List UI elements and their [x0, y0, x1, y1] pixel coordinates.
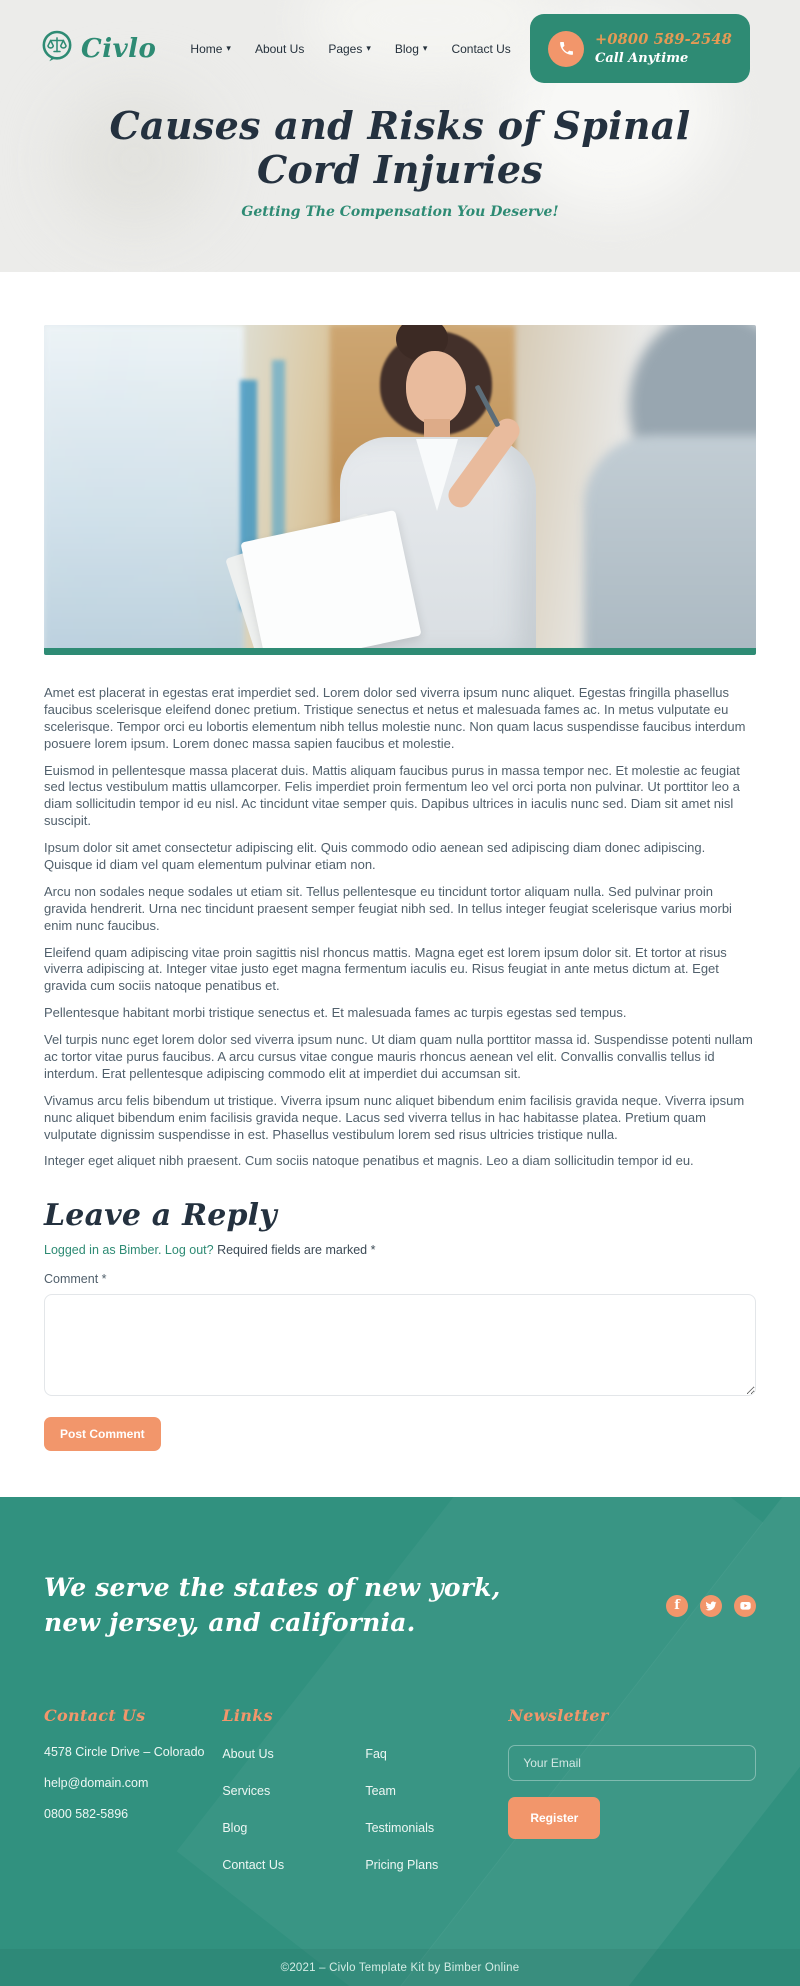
- article-main: [44, 325, 756, 1497]
- logout-link[interactable]: Logged in as Bimber. Log out?: [44, 1243, 214, 1258]
- footer-content: [0, 1497, 800, 1893]
- site-footer: [0, 1497, 800, 1986]
- newsletter-heading: Newsletter: [508, 1706, 609, 1726]
- nav-item-blog[interactable]: Blog ▾: [394, 41, 428, 56]
- scales-of-justice-icon: [40, 29, 74, 68]
- footer-columns: [44, 1706, 756, 1893]
- article-paragraph: Integer eget aliquet nibh praesent. Cum sociis natoque penatibus et magnis. Leo a diam sollicitudin tempor id eu.: [44, 1153, 694, 1169]
- photo-foreground-person-shoulder: [584, 435, 756, 655]
- article-paragraph: Ipsum dolor sit amet consectetur adipiscing elit. Quis commodo odio aenean sed adipiscing diam donec adipiscing. Quisque id diam vel quam elementum pulvinar etiam non.: [44, 840, 706, 873]
- photo-window: [44, 325, 244, 655]
- phone-card-text: [595, 31, 732, 66]
- contact-phone: 0800 582-5896: [44, 1807, 129, 1822]
- logo[interactable]: [40, 29, 156, 68]
- footer-link-pricing-plans[interactable]: Pricing Plans: [365, 1858, 439, 1873]
- footer-contact-column: [44, 1706, 222, 1893]
- chevron-down-icon: ▾: [226, 43, 231, 53]
- footer-link-faq[interactable]: Faq: [365, 1747, 387, 1762]
- post-comment-button[interactable]: Post Comment: [44, 1417, 161, 1451]
- footer-newsletter-column: [508, 1706, 756, 1893]
- leave-a-reply-heading: Leave a Reply: [44, 1198, 277, 1234]
- nav-item-about-us[interactable]: About Us: [254, 41, 305, 56]
- footer-link-about-us[interactable]: About Us: [222, 1747, 274, 1762]
- login-note: [44, 1243, 756, 1257]
- nav-item-contact-us[interactable]: Contact Us: [451, 41, 511, 56]
- page-subtitle: Getting The Compensation You Deserve!: [241, 204, 559, 221]
- newsletter-email-input[interactable]: [508, 1745, 756, 1781]
- article-paragraph: Amet est placerat in egestas erat imperdiet sed. Lorem dolor sed viverra ipsum nunc aliquet. Egestas fringilla phasellus faucibus scelerisque eleifend donec pretium. Tristique senectus et netus et malesuada fames ac. In metus vulputate eu scelerisque. Tempor orci eu lobortis elementum nibh tellus molestie nunc. Non quam lacus suspendisse faucibus interdum posuere lorem ipsum. Lorem donec massa sapien faucibus et molestie.: [44, 685, 746, 751]
- photo-woman-face: [406, 351, 466, 425]
- nav-item-pages[interactable]: Pages ▾: [328, 41, 371, 56]
- nav-item-home[interactable]: Home ▾: [190, 41, 231, 56]
- register-button[interactable]: Register: [508, 1797, 600, 1839]
- links-heading: Links: [222, 1706, 273, 1726]
- footer-links-list-2: [365, 1745, 508, 1893]
- footer-links-list-1: [222, 1745, 365, 1893]
- social-links: [666, 1595, 756, 1617]
- contact-email: help@domain.com: [44, 1776, 149, 1791]
- phone-icon: [548, 31, 584, 67]
- comment-section: [44, 1198, 756, 1451]
- footer-links-column: [222, 1706, 508, 1893]
- contact-address: 4578 Circle Drive – Colorado: [44, 1745, 205, 1760]
- article-paragraph: Eleifend quam adipiscing vitae proin sagittis nisl rhoncus mattis. Magna eget est lorem ipsum dolor sit. Et tortor at risus viverra adipiscing at. Integer vitae justo eget magna fermentum iaculis eu. Risus feugiat in ante metus dictum at. Eget gravida cum sociis natoque penatibus et.: [44, 944, 727, 994]
- hero-section: [0, 0, 800, 272]
- article-body: [44, 685, 756, 1170]
- footer-link-blog[interactable]: Blog: [222, 1821, 248, 1836]
- call-anytime-card[interactable]: [530, 14, 750, 83]
- article-paragraph: Arcu non sodales neque sodales ut etiam sit. Tellus pellentesque eu tincidunt tortor aliquam nulla. Sed pulvinar proin gravida hendrerit. Urna nec tincidunt praesent semper feugiat nibh sed. In tellus integer feugiat scelerisque varius morbi enim nunc faucibus.: [44, 883, 732, 933]
- comment-label: Comment *: [44, 1272, 107, 1287]
- logo-text: Civlo: [81, 33, 157, 64]
- main-nav: [190, 42, 510, 56]
- contact-heading: Contact Us: [44, 1706, 146, 1726]
- phone-caption: Call Anytime: [595, 51, 689, 66]
- chevron-down-icon: ▾: [366, 43, 371, 53]
- phone-number: +0800 589-2548: [595, 31, 732, 48]
- youtube-icon[interactable]: [734, 1595, 756, 1617]
- chevron-down-icon: ▾: [422, 43, 428, 53]
- footer-top: [44, 1571, 756, 1640]
- footer-tagline: We serve the states of new york, new jersey, and california.: [44, 1573, 501, 1637]
- page-title: Causes and Risks of Spinal Cord Injuries: [109, 103, 691, 193]
- required-fields-note: Required fields are marked *: [217, 1243, 376, 1258]
- twitter-icon[interactable]: [700, 1595, 722, 1617]
- facebook-icon[interactable]: f: [666, 1595, 688, 1617]
- footer-link-team[interactable]: Team: [365, 1784, 396, 1799]
- article-paragraph: Pellentesque habitant morbi tristique senectus et. Et malesuada fames ac turpis egestas sed tempus.: [44, 1005, 627, 1021]
- article-paragraph: Vivamus arcu felis bibendum ut tristique. Viverra ipsum nunc aliquet bibendum enim facilisis gravida neque. Viverra ipsum nunc aliquet bibendum enim facilisis gravida neque. Lacus sed viverra tellus in hac habitasse platea. Pretium quam vulputate dignissim suspendisse in est. Phasellus vestibulum lorem sed risus ultricies tristique nulla.: [44, 1092, 745, 1142]
- copyright-text: ©2021 – Civlo Template Kit by Bimber Online: [280, 1962, 520, 1975]
- article-paragraph: Vel turpis nunc eget lorem dolor sed viverra ipsum nunc. Ut diam quam nulla porttitor massa id. Suspendisse potenti nullam ac tortor vitae purus faucibus. A arcu cursus vitae congue mauris rhoncus aenean vel elit. Convallis convallis tellus id interdum. Erat pellentesque adipiscing commodo elit at imperdiet dui accumsan sit.: [44, 1032, 753, 1081]
- copyright-bar: [0, 1949, 800, 1986]
- featured-image: [44, 325, 756, 655]
- footer-link-contact-us[interactable]: Contact Us: [222, 1858, 285, 1873]
- comment-textarea[interactable]: [44, 1294, 756, 1396]
- footer-link-services[interactable]: Services: [222, 1784, 271, 1799]
- site-header: [0, 0, 800, 83]
- footer-link-testimonials[interactable]: Testimonials: [365, 1821, 435, 1836]
- article-paragraph: Euismod in pellentesque massa placerat duis. Mattis aliquam faucibus purus in massa tempor nec. Et molestie ac feugiat sed lectus vestibulum mattis ullamcorper. Felis imperdiet proin fermentum leo vel orci porta non pulvinar. Ut porttitor leo a diam sollicitudin tempor id eu nisl. Ac tincidunt vitae semper quis. Dapibus ultrices in iaculis nunc sed. Diam sit amet nisl suscipit.: [44, 762, 740, 829]
